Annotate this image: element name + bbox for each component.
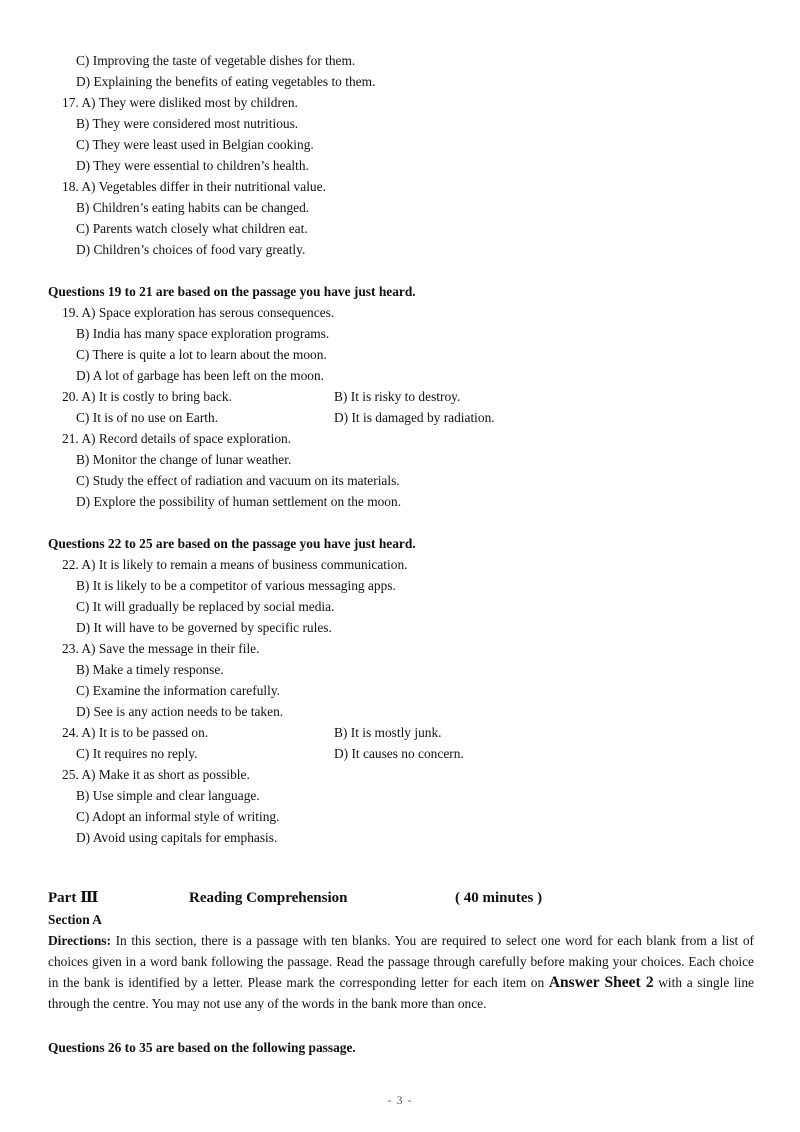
question-22-option-b: B) It is likely to be a competitor of various messaging apps. [76, 578, 396, 593]
question-17-option-b: B) They were considered most nutritious. [76, 116, 299, 131]
option-16c: C) Improving the taste of vegetable dishes for them. [76, 53, 356, 68]
question-25-option-a: 25. A) Make it as short as possible. [62, 767, 250, 782]
option-16d: D) Explaining the benefits of eating vegetables to them. [76, 74, 376, 89]
directions-paragraph [48, 930, 754, 1014]
question-24-option-d: D) It causes no concern. [334, 746, 464, 761]
question-21-option-d: D) Explore the possibility of human settlement on the moon. [76, 494, 402, 509]
directions-text: In this section, there is a passage with ten blanks. You are required to select one word for each blank from a list of choices given in a word bank following the passage. Read the passage through carefully before making your choices. Each choice in the bank is identified by a letter. Please mark the corresponding letter for each item on [48, 933, 754, 990]
question-17-option-c: C) They were least used in Belgian cooking. [76, 137, 314, 152]
question-25-option-d: D) Avoid using capitals for emphasis. [76, 830, 278, 845]
question-17-option-d: D) They were essential to children’s health. [76, 158, 309, 173]
question-19-option-d: D) A lot of garbage has been left on the moon. [76, 368, 325, 383]
directions-tail: with a single line through the centre. You may not use any of the words in the bank more than once. [48, 975, 754, 1011]
question-19-option-a: 19. A) Space exploration has serous consequences. [62, 305, 335, 320]
page-number: - 3 - [387, 1093, 413, 1107]
question-23-option-d: D) See is any action needs to be taken. [76, 704, 284, 719]
question-20-option-d: D) It is damaged by radiation. [334, 410, 495, 425]
question-20-option-c: C) It is of no use on Earth. [76, 410, 219, 425]
question-24-option-c: C) It requires no reply. [76, 746, 198, 761]
question-22-option-d: D) It will have to be governed by specific rules. [76, 620, 332, 635]
question-18-option-d: D) Children’s choices of food vary greatly. [76, 242, 306, 257]
question-18-option-c: C) Parents watch closely what children eat. [76, 221, 308, 236]
question-20-option-a: 20. A) It is costly to bring back. [62, 389, 232, 404]
question-19-option-b: B) India has many space exploration programs. [76, 326, 330, 341]
question-22-option-c: C) It will gradually be replaced by social media. [76, 599, 335, 614]
answer-sheet-label: Answer Sheet 2 [548, 974, 654, 991]
question-22-option-a: 22. A) It is likely to remain a means of business communication. [62, 557, 408, 572]
question-21-option-b: B) Monitor the change of lunar weather. [76, 452, 292, 467]
part-label: Part Ⅲ [48, 890, 99, 906]
question-25-option-c: C) Adopt an informal style of writing. [76, 809, 280, 824]
question-17-option-a: 17. A) They were disliked most by children. [62, 95, 298, 110]
question-21-option-a: 21. A) Record details of space exploration. [62, 431, 292, 446]
question-23-option-a: 23. A) Save the message in their file. [62, 641, 260, 656]
section-label: Section A [48, 912, 102, 927]
question-19-option-c: C) There is quite a lot to learn about the moon. [76, 347, 327, 362]
directions-label: Directions: [48, 933, 111, 948]
question-18-option-a: 18. A) Vegetables differ in their nutritional value. [62, 179, 326, 194]
question-23-option-b: B) Make a timely response. [76, 662, 224, 677]
question-20-option-b: B) It is risky to destroy. [334, 389, 461, 404]
question-24-option-b: B) It is mostly junk. [334, 725, 442, 740]
part-time: ( 40 minutes ) [455, 890, 543, 906]
question-18-option-b: B) Children’s eating habits can be changed. [76, 200, 310, 215]
section-heading-26-35: Questions 26 to 35 are based on the following passage. [48, 1040, 356, 1055]
question-24-option-a: 24. A) It is to be passed on. [62, 725, 209, 740]
question-23-option-c: C) Examine the information carefully. [76, 683, 281, 698]
section-heading-19-21: Questions 19 to 21 are based on the passage you have just heard. [48, 284, 416, 299]
question-21-option-c: C) Study the effect of radiation and vacuum on its materials. [76, 473, 400, 488]
section-heading-22-25: Questions 22 to 25 are based on the passage you have just heard. [48, 536, 416, 551]
part-title: Reading Comprehension [189, 890, 348, 906]
question-25-option-b: B) Use simple and clear language. [76, 788, 260, 803]
